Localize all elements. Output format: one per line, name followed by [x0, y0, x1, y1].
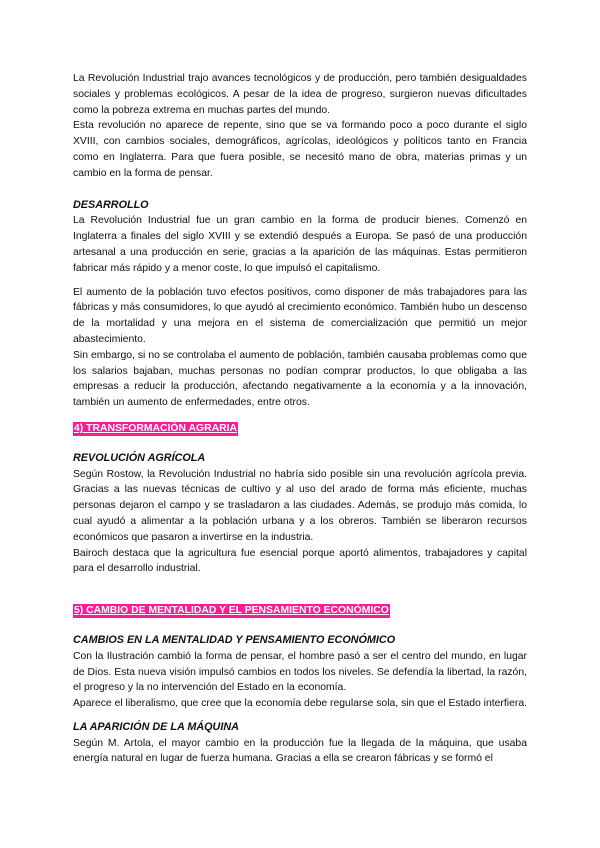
- intro-paragraph-2: Esta revolución no aparece de repente, sino que se va formando poco a poco durante el siglo XVIII, con cambios sociales, demográficos, agrícolas, ideológicos y políticos tanto en Francia como en Inglaterra. Para que fuera posible, se necesitó mano de obra, materias primas y un cambio en la forma de pensar.: [73, 120, 527, 179]
- revolucion-agricola-paragraph-2: Bairoch destaca que la agricultura fue esencial porque aportó alimentos, trabajadores y capital para el desarrollo industrial.: [73, 547, 527, 575]
- revolucion-agricola-paragraph-1: Según Rostow, la Revolución Industrial no habría sido posible sin una revolución agrícola previa. Gracias a las nuevas técnicas de cultivo y al uso del arado de forma más eficiente, muchas personas dejaron el campo y se trasladaron a las ciudades. Además, se produjo más comida, lo cual ayudó a alimentar a la población urbana y a los obreros. También se liberaron recursos económicos que pasaron a invertirse en la industria.: [73, 468, 527, 543]
- desarrollo-paragraph-2: El aumento de la población tuvo efectos positivos, como disponer de más trabajadores para las fábricas y más consumidores, lo que ayudó al crecimiento económico. También hubo un descenso de la mortalidad y una mejora en el sistema de comercialización que permitió un mejor abastecimiento.: [73, 286, 527, 345]
- maquina-paragraph-1: Según M. Artola, el mayor cambio en la producción fue la llegada de la máquina, que usaba energía natural en lugar de fuerza humana. Gracias a ella se crearon fábricas y se formó el: [73, 737, 527, 765]
- section-5-tag: 5) CAMBIO DE MENTALIDAD Y EL PENSAMIENTO ECONÓMICO: [74, 605, 389, 617]
- section-4-tag: 4) TRANSFORMACIÓN AGRARIA: [74, 422, 237, 434]
- mentalidad-heading: CAMBIOS EN LA MENTALIDAD Y PENSAMIENTO ECONÓMICO: [73, 633, 396, 646]
- mentalidad-paragraph-1: Con la Ilustración cambió la forma de pensar, el hombre pasó a ser el centro del mundo, en lugar de Dios. Esta nueva visión impulsó cambios en todos los niveles. Se defendía la libertad, la razón, el progreso y la no intervención del Estado en la economía.: [73, 650, 527, 694]
- desarrollo-paragraph-1: La Revolución Industrial fue un gran cambio en la forma de producir bienes. Comenzó en Inglaterra a finales del siglo XVIII y se extendió después a Europa. Se pasó de una producción artesanal a una producción en serie, gracias a la aparición de las máquinas. Estas permitieron fabricar más rápido y a menor coste, lo que impulsó el capitalismo.: [73, 215, 527, 274]
- desarrollo-heading: DESARROLLO: [73, 198, 149, 211]
- revolucion-agricola-heading: REVOLUCIÓN AGRÍCOLA: [73, 451, 206, 464]
- desarrollo-paragraph-3: Sin embargo, si no se controlaba el aumento de población, también causaba problemas como que los salarios bajaban, muchas personas no podían comprar productos, lo que obligaba a las empresas a reducir la producción, afectando negativamente a la economía y a la innovación, también un aumento de enfermedades, entre otros.: [73, 349, 527, 409]
- maquina-heading: LA APARICIÓN DE LA MÁQUINA: [73, 720, 239, 733]
- intro-paragraph-1: La Revolución Industrial trajo avances tecnológicos y de producción, pero también desigualdades sociales y problemas ecológicos. A pesar de la idea de progreso, surgieron nuevas dificultades como la pobreza extrema en muchas partes del mundo.: [73, 73, 527, 116]
- mentalidad-paragraph-2: Aparece el liberalismo, que cree que la economía debe regularse sola, sin que el Estado interfiera.: [73, 698, 527, 710]
